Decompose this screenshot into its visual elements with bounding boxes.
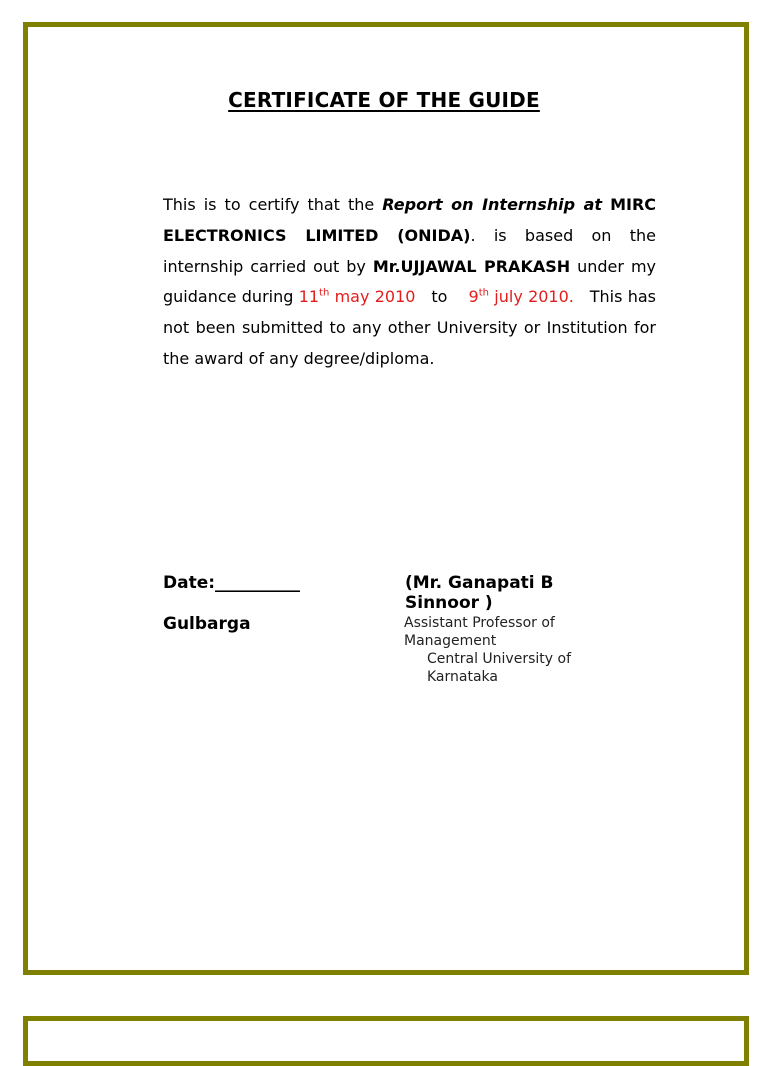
report-title: Report on Internship at xyxy=(382,195,603,214)
end-day: 9 xyxy=(468,287,479,307)
body-closing: This has not been submitted to any other University or Institution for the award of any degree/diploma. xyxy=(163,287,657,368)
guide-university: Central University of Karnataka xyxy=(427,651,571,685)
start-suffix: th xyxy=(319,288,330,300)
start-rest: may 2010 xyxy=(329,287,416,307)
to-word: to xyxy=(431,287,448,307)
certificate-body xyxy=(163,190,656,375)
body-guidance: under my guidance during xyxy=(163,256,657,307)
student-name: Mr.UJJAWAL PRAKASH xyxy=(372,256,571,276)
start-date xyxy=(299,287,416,306)
body-intro: This is to certify that the xyxy=(163,195,383,214)
guide-name: (Mr. Ganapati B Sinnoor ) xyxy=(405,573,554,613)
place-name: Gulbarga xyxy=(163,614,251,634)
company-name: MIRC ELECTRONICS LIMITED (ONIDA) xyxy=(163,195,656,245)
end-rest: july 2010. xyxy=(489,287,574,307)
certificate-title: CERTIFICATE OF THE GUIDE xyxy=(228,88,540,112)
page-border xyxy=(23,22,749,975)
guide-designation: Assistant Professor of Management xyxy=(404,615,555,649)
start-day: 11 xyxy=(298,287,320,307)
end-date xyxy=(469,287,574,306)
body-after-company: . is based on the internship carried out by xyxy=(163,225,657,276)
date-field: Date:__________ xyxy=(163,573,301,593)
end-suffix: th xyxy=(478,288,489,300)
